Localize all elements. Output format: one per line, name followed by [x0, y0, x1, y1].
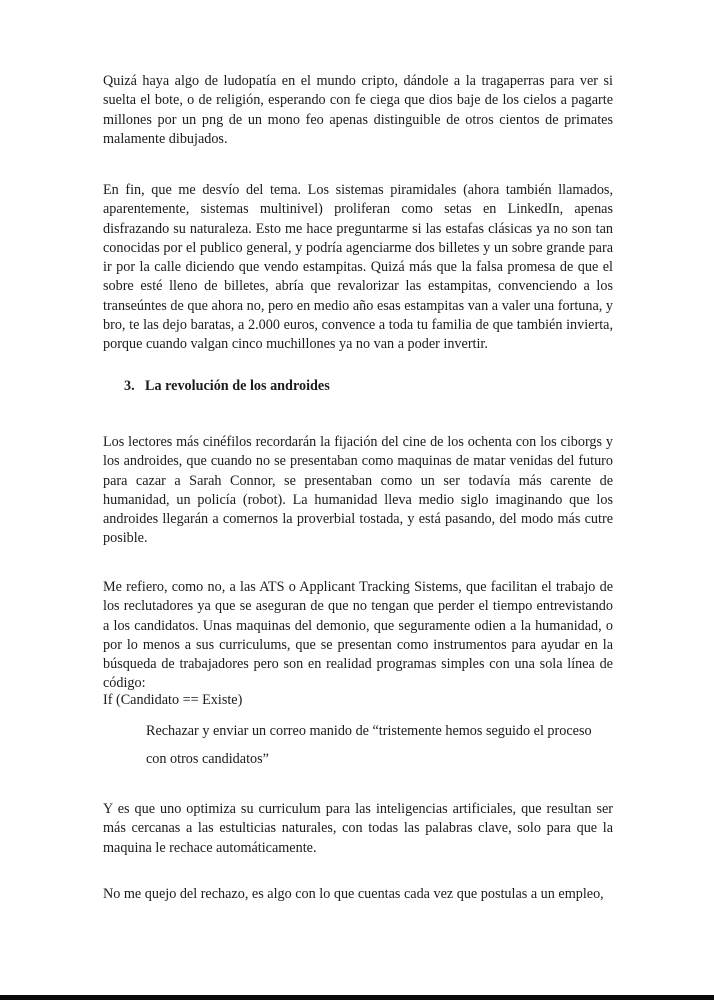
section-title: La revolución de los androides: [145, 378, 330, 394]
bottom-edge-bar: [0, 995, 714, 1000]
code-action-line-1: Rechazar y enviar un correo manido de “tristemente hemos seguido el proceso: [146, 723, 592, 739]
paragraph-androids: Los lectores más cinéfilos recordarán la fijación del cine de los ochenta con los ciborgs y los androides, que cuando no se presentaban como maquinas de matar venidas del futuro para cazar a Sarah Connor, se presentaban como un ser todavía más carente de humanidad, un policía (robot). La humanidad lleva medio siglo imaginando que los androides llegarán a comernos la proverbial tostada, y está pasando, del modo más cutre posible.: [103, 434, 613, 547]
section-heading: [124, 378, 330, 395]
paragraph-crypto: Quizá haya algo de ludopatía en el mundo cripto, dándole a la tragaperras para ver si suelta el bote, o de religión, esperando con fe ciega que dios baje de los cielos a pagarte millones por un png de un mono feo apenas distinguible de otros cientos de primates malamente dibujados.: [103, 73, 613, 147]
paragraph-pyramid-schemes: En fin, que me desvío del tema. Los sistemas piramidales (ahora también llamados, aparentemente, sistemas multinivel) proliferan como setas en LinkedIn, apenas disfrazando su naturaleza. Esto me hace preguntarme si las estafas clásicas ya no son tan conocidas por el publico general, y podría agenciarme dos billetes y un sobre grande para ir por la calle diciendo que vendo estampitas. Quizá más que la falsa promesa de que el sobre esté lleno de billetes, abría que revalorizar las estampitas, convenciendo a los transeúntes de que ahora no, pero en medio año esas estampitas van a valer una fortuna, y bro, te las dejo baratas, a 2.000 euros, convence a toda tu familia de que también invierta, porque cuando valgan cinco muchillones ya no van a poder invertir.: [103, 182, 613, 353]
paragraph-ats: Me refiero, como no, a las ATS o Applicant Tracking Sistems, que facilitan el trabajo de los reclutadores ya que se aseguran de que no tengan que perder el tiempo entrevistando a los candidatos. Unas maquinas del demonio, que seguramente odien a la humanidad, o por lo menos a sus curriculums, que se presentan como instrumentos para ayudar en la búsqueda de trabajadores pero son en realidad programas simples con una sola línea de código:: [103, 579, 613, 692]
paragraph-rejection: No me quejo del rechazo, es algo con lo que cuentas cada vez que postulas a un empleo,: [103, 886, 604, 902]
code-action-line-2: con otros candidatos”: [146, 751, 269, 767]
section-number: 3.: [124, 378, 135, 394]
code-condition: If (Candidato == Existe): [103, 692, 243, 708]
paragraph-optimize-cv: Y es que uno optimiza su curriculum para las inteligencias artificiales, que resultan ser más cercanas a las estulticias naturales, con todas las palabras clave, solo para que la maquina le rechace automáticamente.: [103, 801, 613, 856]
